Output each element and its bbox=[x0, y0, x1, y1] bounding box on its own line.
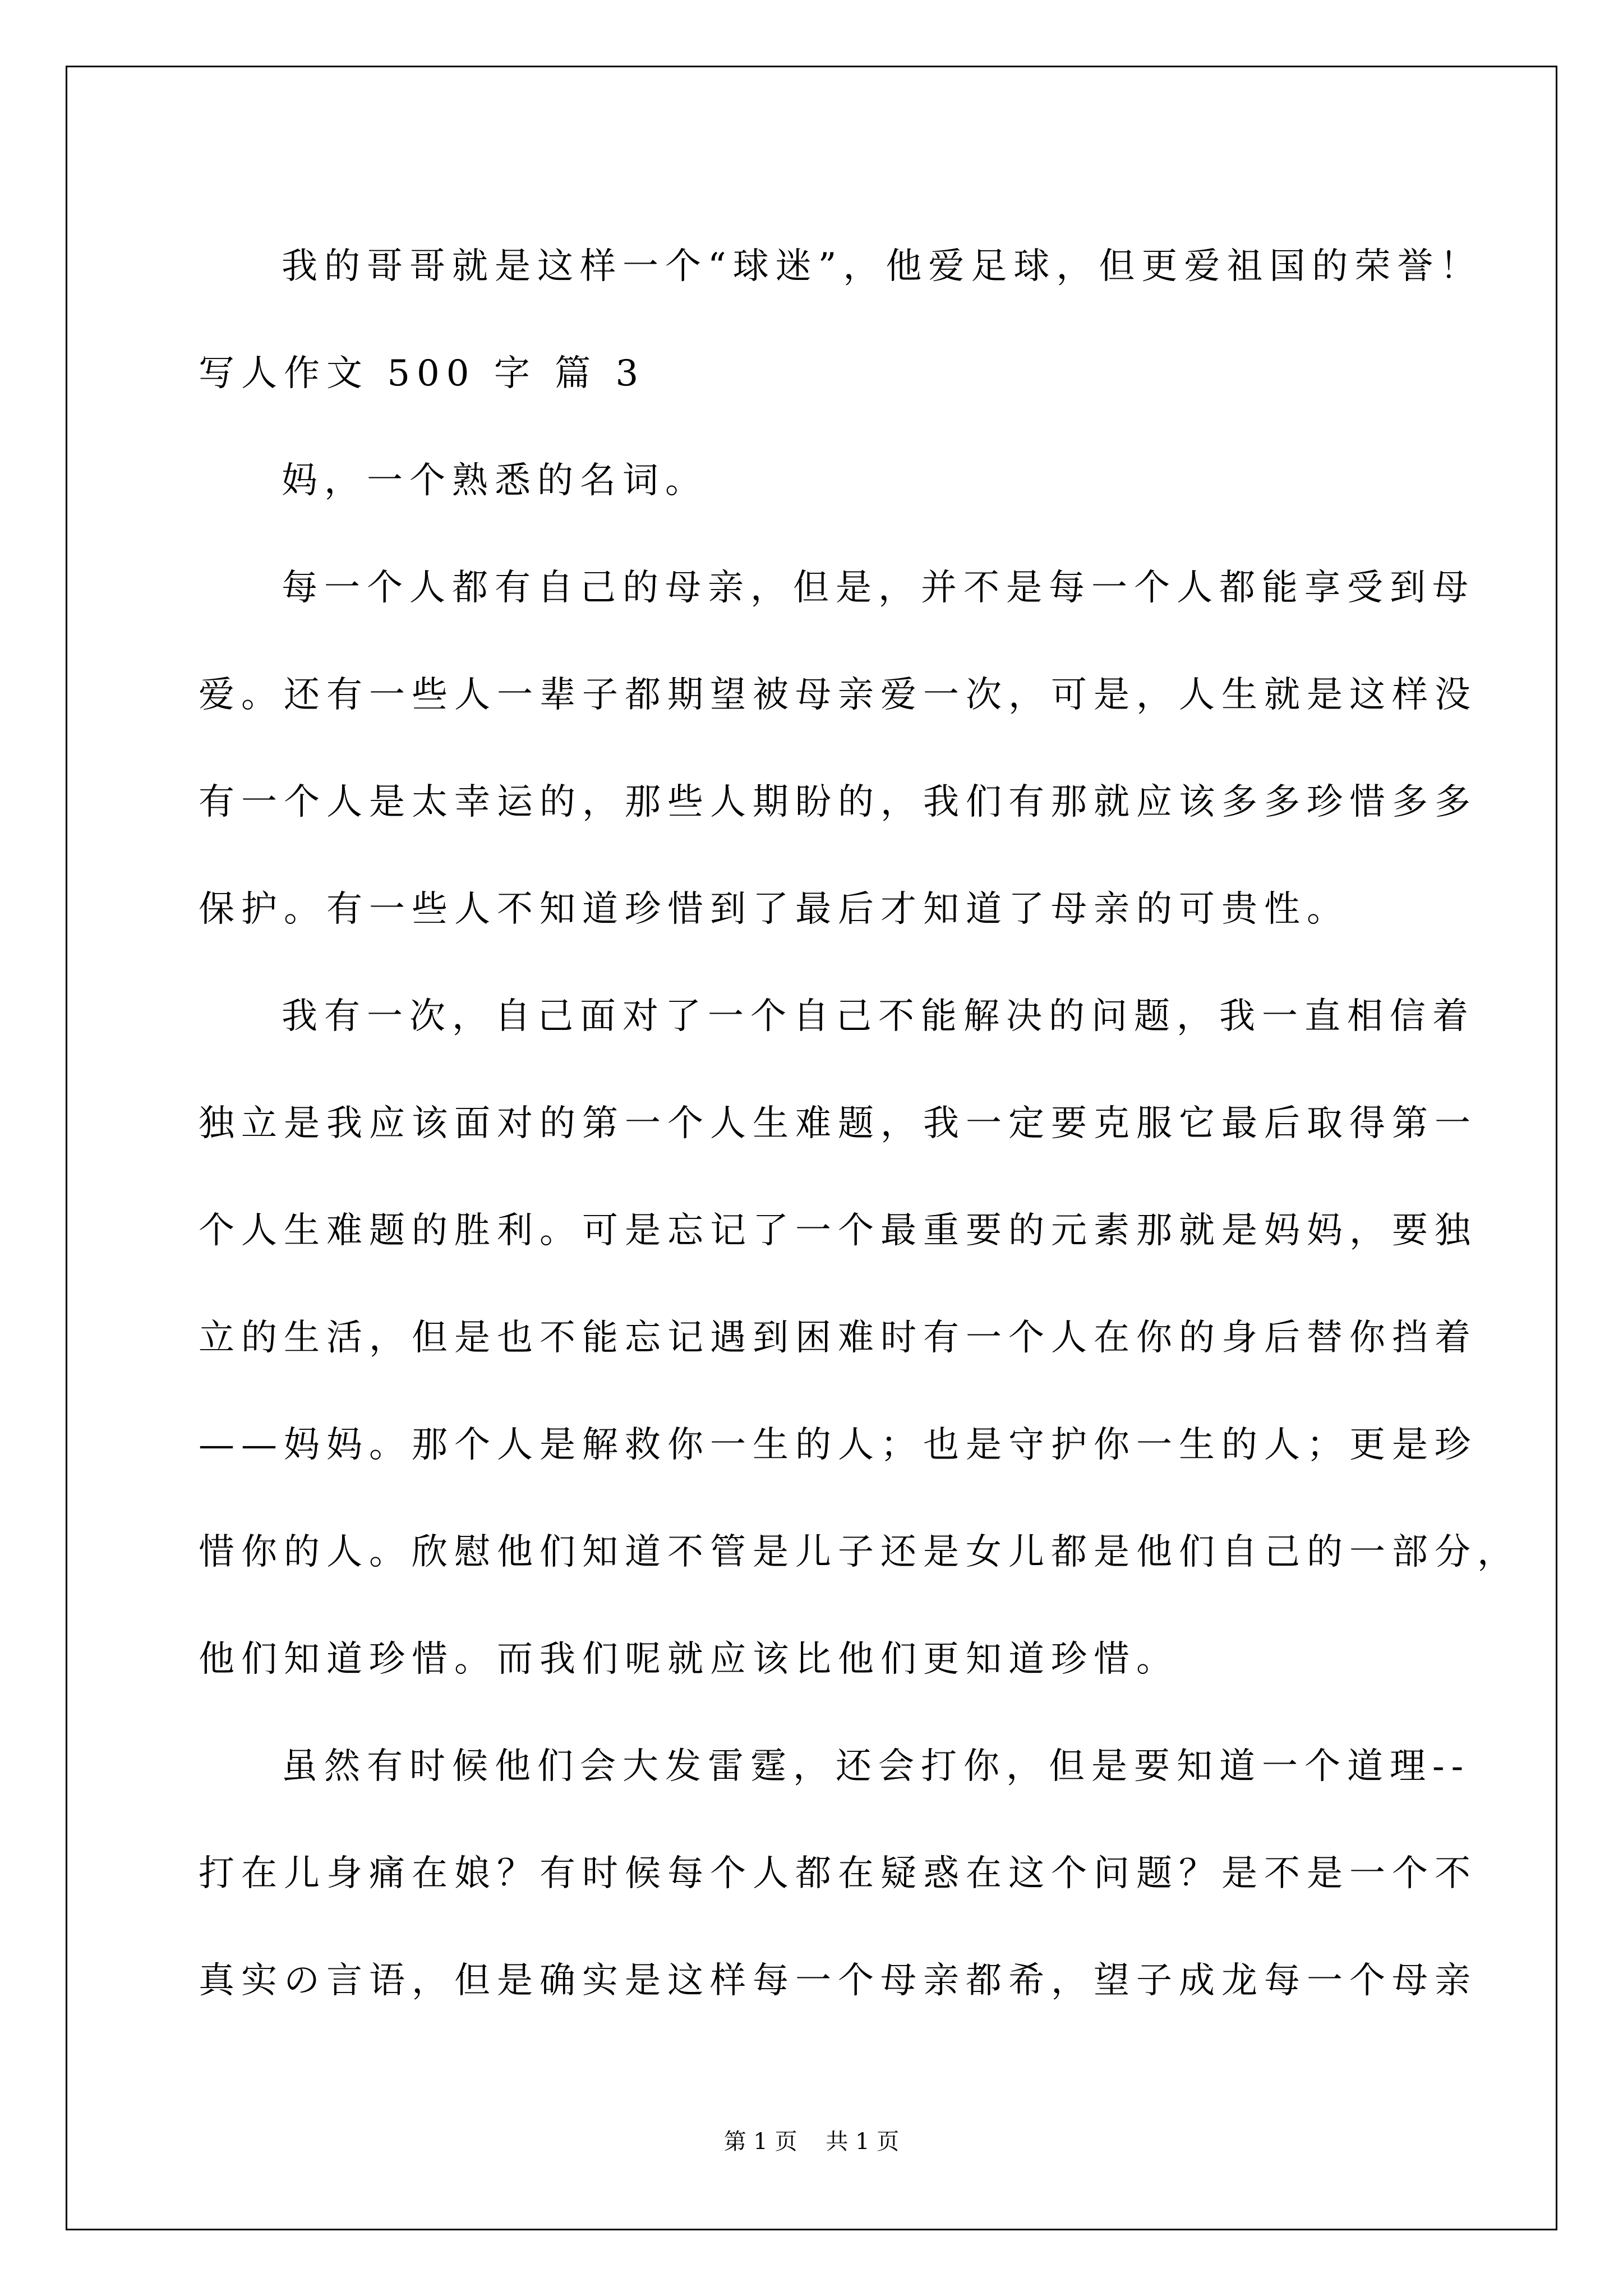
text-line: 每一个人都有自己的母亲，但是，并不是每一个人都能享受到母 bbox=[282, 567, 1475, 609]
text-line: 有一个人是太幸运的，那些人期盼的，我们有那就应该多多珍惜多多 bbox=[199, 781, 1477, 823]
text-line: 他们知道珍惜。而我们呢就应该比他们更知道珍惜。 bbox=[199, 1639, 1179, 1680]
text-line: 真实の言语，但是确实是这样每一个母亲都希，望子成龙每一个母亲 bbox=[199, 1960, 1477, 2001]
text-line: 惜你的人。欣慰他们知道不管是儿子还是女儿都是他们自己的一部分， bbox=[199, 1531, 1520, 1573]
text-line: 个人生难题的胜利。可是忘记了一个最重要的元素那就是妈妈，要独 bbox=[199, 1210, 1477, 1251]
section-heading: 写人作文 500 字 篇 3 bbox=[199, 353, 645, 394]
text-line: 打在儿身痛在娘？有时候每个人都在疑惑在这个问题？是不是一个不 bbox=[199, 1853, 1477, 1894]
text-line: 保护。有一些人不知道珍惜到了最后才知道了母亲的可贵性。 bbox=[199, 889, 1349, 930]
text-line: 妈，一个熟悉的名词。 bbox=[282, 460, 708, 501]
text-line: ——妈妈。那个人是解救你一生的人；也是守护你一生的人；更是珍 bbox=[199, 1424, 1477, 1466]
page-footer: 第 1 页 共 1 页 bbox=[723, 2129, 900, 2155]
text-line: 立的生活，但是也不能忘记遇到困难时有一个人在你的身后替你挡着 bbox=[199, 1317, 1477, 1359]
document-body bbox=[199, 213, 1520, 2035]
text-line: 我有一次，自己面对了一个自己不能解决的问题，我一直相信着 bbox=[282, 996, 1475, 1037]
text-line: 爱。还有一些人一辈子都期望被母亲爱一次，可是，人生就是这样没 bbox=[199, 674, 1477, 716]
text-line: 我的哥哥就是这样一个“球迷”，他爱足球，但更爱祖国的荣誉！ bbox=[282, 246, 1483, 287]
text-line: 独立是我应该面对的第一个人生难题，我一定要克服它最后取得第一 bbox=[199, 1103, 1477, 1144]
text-line: 虽然有时候他们会大发雷霆，还会打你，但是要知道一个道理-- bbox=[282, 1746, 1470, 1787]
